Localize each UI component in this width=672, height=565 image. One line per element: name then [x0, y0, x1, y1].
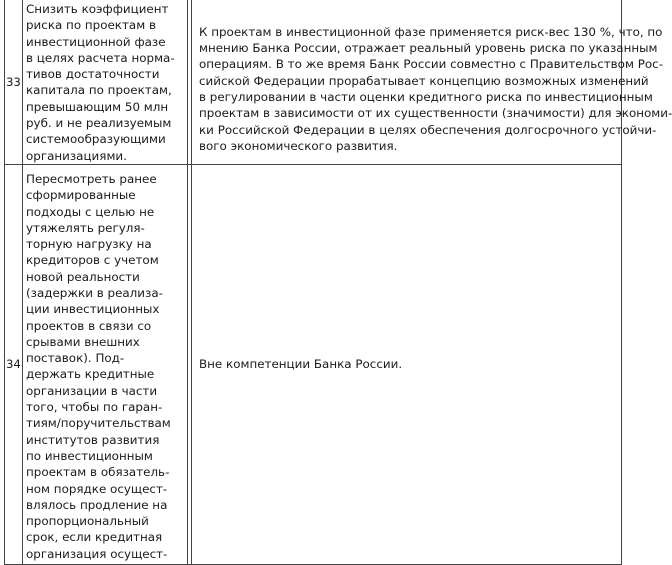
proposal-line: утяжелять регуля-	[26, 220, 145, 235]
table-row	[5, 164, 622, 564]
proposal-line: в целях расчета норма-	[26, 50, 175, 65]
response-line: вого экономического развития.	[199, 138, 398, 153]
response-line: Вне компетенции Банка России.	[199, 357, 403, 372]
proposal-line: кредиторов с учетом	[26, 253, 159, 268]
proposal-line: торную нагрузку на	[26, 237, 152, 252]
proposal-line: организация осущест-	[26, 546, 168, 561]
response-line: операциям. В то же время Банк России совместно с Правительством Рос-	[199, 57, 663, 72]
table-row	[5, 0, 622, 164]
proposal-line: тивов достаточности	[26, 67, 160, 82]
proposal-line: ном порядке осущест-	[26, 481, 168, 496]
proposal-line: капитала по проектам,	[26, 83, 172, 98]
proposal-line: пропорциональный	[26, 514, 149, 529]
proposal-cell	[23, 0, 188, 164]
response-line: мнению Банка России, отражает реальный уровень риска по указанным	[199, 41, 658, 56]
proposal-line: проектов в связи со	[26, 318, 152, 333]
proposal-line: Снизить коэффициент	[26, 2, 169, 16]
proposal-line: подходы с целью не	[26, 204, 155, 219]
proposal-line: Пересмотреть ранее	[26, 171, 157, 186]
proposal-line: новой реальности	[26, 269, 140, 284]
row-number: 34	[5, 164, 23, 564]
response-cell	[192, 0, 672, 164]
proposal-line: институтов развития	[26, 432, 160, 447]
proposal-line: ции инвестиционных	[26, 302, 160, 317]
proposal-cell	[23, 164, 188, 564]
proposal-line: срок, если кредитная	[26, 530, 163, 545]
proposal-line: сформированные	[26, 188, 136, 203]
proposal-line: проектам в обязатель-	[26, 465, 170, 480]
response-cell	[192, 164, 622, 564]
proposal-line: влялось продление на	[26, 497, 168, 512]
proposal-line: того, чтобы по гаран-	[26, 400, 163, 415]
response-line: сийской Федерации прорабатывает концепцию возможных изменений	[199, 73, 649, 88]
proposal-line: организациями.	[26, 148, 127, 163]
proposal-line: превышающим 50 млн	[26, 99, 169, 114]
proposal-line: руб. и не реализуемым	[26, 116, 172, 131]
proposal-line: поставок). Под-	[26, 351, 125, 366]
proposal-line: риска по проектам в	[26, 18, 156, 33]
response-line: К проектам в инвестиционной фазе применяется риск-вес 130 %, что, по	[199, 24, 663, 39]
proposal-line: инвестиционной фазе	[26, 34, 166, 49]
response-line: ки Российской Федерации в целях обеспечения долгосрочного устойчи-	[199, 122, 657, 137]
proposal-line: по инвестиционным	[26, 448, 153, 463]
proposal-line: организации в части	[26, 383, 158, 398]
response-line: проектам в зависимости от их существенности (значимости) для экономи-	[199, 106, 672, 121]
proposal-line: тиям/поручительствам	[26, 416, 171, 431]
proposals-table	[4, 0, 672, 565]
response-line: в регулировании в части оценки кредитного риска по инвестиционным	[199, 89, 653, 104]
row-number: 33	[5, 0, 23, 164]
proposal-line: (задержки в реализа-	[26, 285, 163, 300]
proposal-line: системообразующими	[26, 132, 166, 147]
proposal-line: держать кредитные	[26, 367, 155, 382]
proposal-line: срывами внешних	[26, 334, 140, 349]
